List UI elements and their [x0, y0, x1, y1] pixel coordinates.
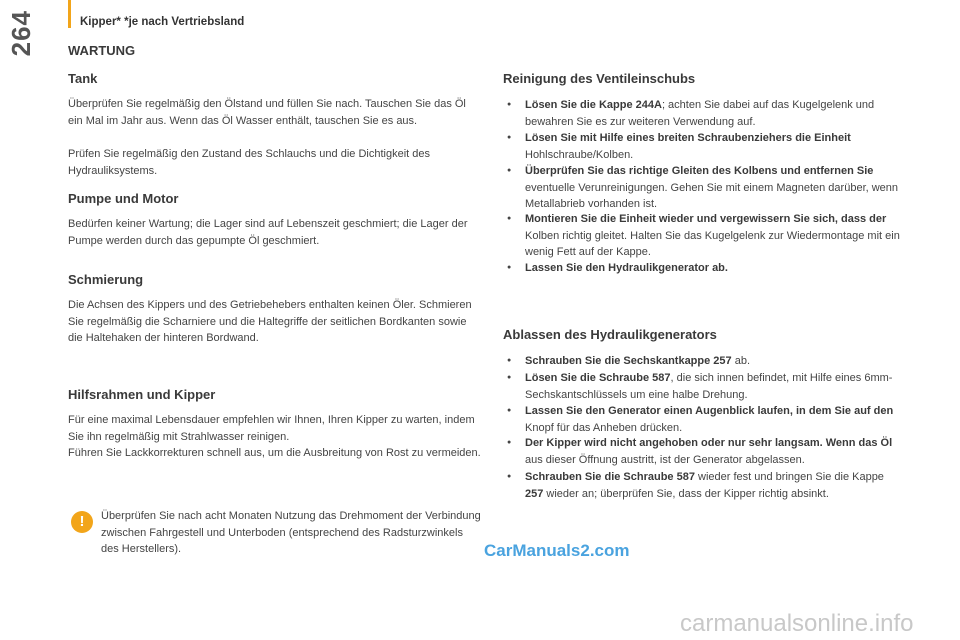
pump-paragraph: Bedürfen keiner Wartung; die Lager sind auf Lebenszeit geschmiert; die Lager der Pumpe werden durch das gepumpte Öl geschmiert. — [68, 218, 468, 247]
watermark-carmanualsonline: carmanualsonline.info — [680, 610, 914, 637]
section-title: WARTUNG — [68, 43, 136, 58]
lube-paragraph: Die Achsen des Kippers und des Getriebehebers enthalten keinen Öler. Schmieren Sie regelmäßig die Scharniere und die Haltegriffe der seitlichen Bordkanten sowie die Haltehaken der hinteren Bordwand. — [68, 299, 472, 344]
valve-heading: Reinigung des Ventileinschubs — [503, 71, 696, 86]
lube-heading: Schmierung — [68, 272, 144, 287]
tank-paragraph-1: Überprüfen Sie regelmäßig den Ölstand und füllen Sie nach. Tauschen Sie das Öl ein Mal im Jahr aus. Wenn das Öl Wasser enthält, tauschen Sie es aus. — [68, 98, 466, 127]
valve-step-2: ● Lösen Sie mit Hilfe eines breiten Schraubenziehers die Einheit Hohlschraube/Kolben. — [503, 130, 925, 163]
valve-step-3: ● Überprüfen Sie das richtige Gleiten des Kolbens und entfernen Sie eventuelle Verunreinigungen. Gehen Sie mit einem Magneten darüber, wenn Metallabrieb vorhanden ist. — [503, 163, 925, 213]
drain-step-3: ● Lassen Sie den Generator einen Augenblick laufen, in dem Sie auf den Knopf für das Anheben drücken. — [503, 403, 925, 436]
valve-step-4: ● Montieren Sie die Einheit wieder und vergewissern Sie sich, dass der Kolben richtig gleitet. Halten Sie das Kugelgelenk zur Wiedermontage mit ein wenig Fett auf der Kappe. — [503, 211, 925, 261]
valve-step-5: ● Lassen Sie den Hydraulikgenerator ab. — [503, 260, 925, 277]
pump-heading: Pumpe und Motor — [68, 191, 179, 206]
drain-heading: Ablassen des Hydraulikgenerators — [503, 327, 717, 342]
drain-step-5: ● Schrauben Sie die Schraube 587 wieder fest und bringen Sie die Kappe 257 wieder an; überprüfen Sie, dass der Kipper richtig absinkt. — [503, 469, 925, 502]
frame-paragraph-1: Für eine maximal Lebensdauer empfehlen wir Ihnen, Ihren Kipper zu warten, indem Sie ihn regelmäßig mit Strahlwasser reinigen. — [68, 414, 475, 443]
frame-paragraph-2: Führen Sie Lackkorrekturen schnell aus, um die Ausbreitung von Rost zu vermeiden. — [68, 447, 481, 459]
drain-step-1: ● Schrauben Sie die Sechskantkappe 257 ab. — [503, 353, 925, 370]
chapter-header: Kipper* *je nach Vertriebsland — [80, 16, 245, 28]
frame-heading: Hilfsrahmen und Kipper — [68, 387, 216, 402]
tank-paragraph-2: Prüfen Sie regelmäßig den Zustand des Schlauchs und die Dichtigkeit des Hydrauliksystems. — [68, 148, 430, 177]
warning-text: Überprüfen Sie nach acht Monaten Nutzung das Drehmoment der Verbindung zwischen Fahrgestell und Unterboden (entsprechend des Radsturzwinkels des Herstellers). — [101, 510, 481, 555]
warning-icon: ! — [71, 511, 93, 533]
page-number: 264 — [6, 10, 36, 57]
drain-step-4: ● Der Kipper wird nicht angehoben oder nur sehr langsam. Wenn das Öl aus dieser Öffnung austritt, ist der Generator abgelassen. — [503, 435, 925, 468]
drain-step-2: ● Lösen Sie die Schraube 587, die sich innen befindet, mit Hilfe eines 6mm-Sechskantschlüssels um eine halbe Drehung. — [503, 370, 925, 403]
header-accent-bar — [68, 0, 71, 28]
tank-heading: Tank — [68, 71, 98, 86]
valve-step-1: ● Lösen Sie die Kappe 244A; achten Sie dabei auf das Kugelgelenk und bewahren Sie es zur weiteren Verwendung auf. — [503, 97, 925, 130]
watermark-carmanuals2: CarManuals2.com — [484, 541, 630, 560]
